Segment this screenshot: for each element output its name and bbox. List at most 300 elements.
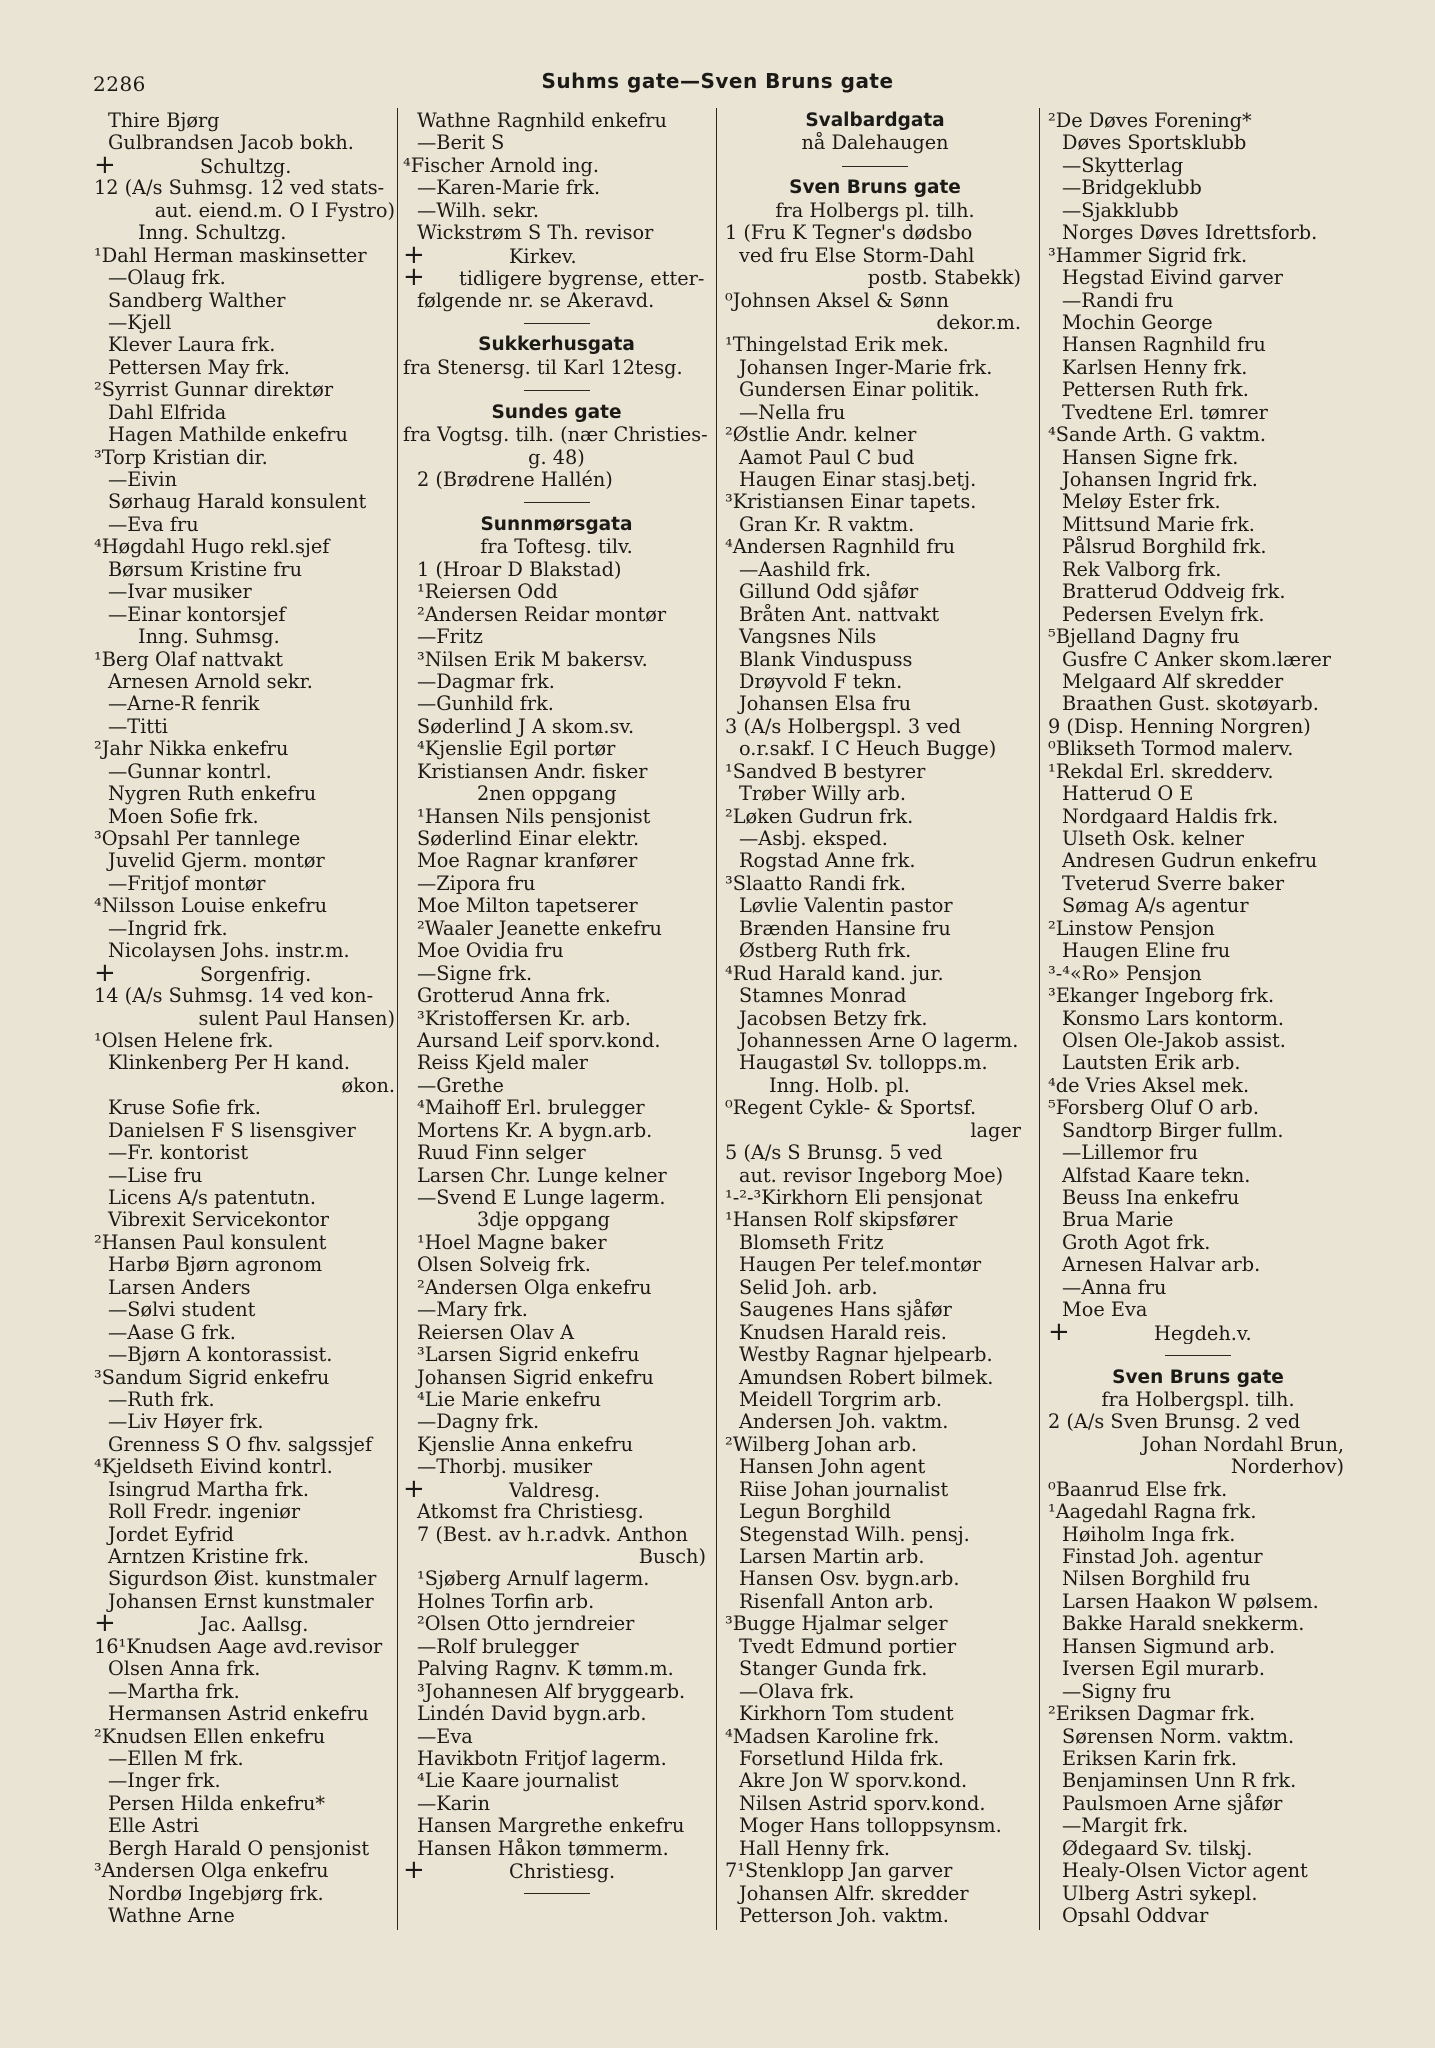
directory-entry: Roll Fredr. ingeniør bbox=[108, 1501, 301, 1524]
directory-entry: Kjenslie Anna enkefru bbox=[417, 1433, 634, 1456]
directory-entry: Haugen Einar stasj.betj. bbox=[739, 469, 977, 491]
directory-entry: ⁴Lie Marie enkefru bbox=[417, 1388, 602, 1411]
cross-street-marker bbox=[403, 267, 710, 289]
directory-entry: Meløy Ester frk. bbox=[1062, 491, 1221, 514]
directory-entry: Hermansen Astrid enkefru bbox=[108, 1703, 369, 1726]
directory-entry: Hagen Mathilde enkefru bbox=[108, 424, 348, 447]
directory-entry: Brænden Hansine fru bbox=[739, 917, 951, 940]
directory-entry: Mortens Kr. A bygn.arb. bbox=[417, 1119, 653, 1142]
directory-entry: ³Larsen Sigrid enkefru bbox=[417, 1344, 640, 1367]
directory-entry: Arnesen Halvar arb. bbox=[1062, 1254, 1261, 1277]
directory-entry: Hall Henny frk. bbox=[739, 1837, 891, 1860]
cross-street-icon: + bbox=[1048, 1321, 1070, 1345]
directory-entry: Gillund Odd sjåfør bbox=[739, 581, 919, 604]
directory-entry: 16¹Knudsen Aage avd.revisor bbox=[94, 1635, 383, 1658]
directory-entry: ³Kristoffersen Kr. arb. bbox=[417, 1007, 631, 1030]
directory-entry: —Bjørn A kontorassist. bbox=[108, 1344, 333, 1367]
directory-entry: —Wilh. sekr. bbox=[417, 199, 539, 222]
directory-entry: ²Østlie Andr. kelner bbox=[725, 424, 917, 447]
directory-entry: —Inger frk. bbox=[108, 1770, 221, 1793]
directory-entry: Klinkenberg Per H kand. bbox=[108, 1052, 350, 1075]
directory-entry: Tveterud Sverre baker bbox=[1062, 872, 1285, 895]
directory-entry: Inng. Holb. pl. bbox=[769, 1074, 910, 1097]
cross-street-icon: + bbox=[403, 1478, 425, 1502]
directory-entry: Haugen Per telef.montør bbox=[739, 1254, 982, 1277]
directory-entry: Isingrud Martha frk. bbox=[108, 1478, 309, 1501]
directory-entry: —Karin bbox=[417, 1792, 490, 1815]
directory-entry: Wathne Ragnhild enkefru bbox=[417, 110, 667, 132]
directory-entry: Gran Kr. R vaktm. bbox=[739, 513, 915, 536]
directory-entry: Johansen Elsa fru bbox=[739, 693, 912, 716]
directory-entry: —Olava frk. bbox=[739, 1680, 855, 1703]
directory-entry: —Dagny frk. bbox=[417, 1411, 540, 1434]
directory-entry: Olsen Ole-Jakob assist. bbox=[1062, 1029, 1286, 1052]
directory-entry: Inng. Schultzg. bbox=[138, 222, 287, 245]
directory-entry: 7¹Stenklopp Jan garver bbox=[725, 1860, 953, 1883]
directory-entry: Aamot Paul C bud bbox=[739, 446, 915, 469]
directory-entry: —Randi fru bbox=[1062, 289, 1174, 312]
cross-street-label: Christiesg. bbox=[509, 1860, 616, 1883]
directory-entry: ²Syrrist Gunnar direktør bbox=[94, 379, 334, 402]
directory-entry: fra Vogtsg. tilh. (nær Christies- bbox=[403, 424, 708, 447]
directory-entry: —Lillemor fru bbox=[1062, 1142, 1199, 1165]
directory-entry: Danielsen F S lisensgiver bbox=[108, 1119, 356, 1142]
directory-entry: —Titti bbox=[108, 715, 168, 738]
directory-entry: ¹Berg Olaf nattvakt bbox=[94, 648, 283, 671]
directory-entry: ¹Olsen Helene frk. bbox=[94, 1029, 274, 1052]
directory-entry: —Lise fru bbox=[108, 1164, 203, 1187]
directory-entry: Konsmo Lars kontorm. bbox=[1062, 1007, 1285, 1030]
directory-entry: Forsetlund Hilda frk. bbox=[739, 1747, 944, 1770]
directory-entry: ²Olsen Otto jerndreier bbox=[417, 1613, 635, 1636]
directory-entry: ⁴Kjenslie Egil portør bbox=[417, 738, 616, 761]
directory-entry: Beuss Ina enkefru bbox=[1062, 1187, 1240, 1209]
directory-entry: Sørensen Norm. vaktm. bbox=[1062, 1725, 1295, 1748]
directory-entry: —Signe frk. bbox=[417, 962, 533, 985]
directory-entry: dekor.m. bbox=[936, 311, 1021, 334]
directory-entry: ²Waaler Jeanette enkefru bbox=[417, 917, 662, 940]
directory-entry: Østberg Ruth frk. bbox=[739, 940, 912, 963]
directory-entry: Wathne Arne bbox=[108, 1905, 235, 1927]
directory-entry: Hansen Ragnhild fru bbox=[1062, 334, 1266, 357]
cross-street-label: Jac. Aallsg. bbox=[200, 1613, 309, 1636]
directory-entry: Thire Bjørg bbox=[108, 110, 220, 132]
directory-entry: —Dagmar frk. bbox=[417, 670, 555, 693]
directory-entry: Petterson Joh. vaktm. bbox=[739, 1905, 949, 1927]
directory-entry: Groth Agot frk. bbox=[1062, 1231, 1211, 1254]
directory-entry: ²Eriksen Dagmar frk. bbox=[1048, 1703, 1256, 1726]
directory-entry: —Fr. kontorist bbox=[108, 1142, 249, 1165]
directory-entry: —Einar kontorsjef bbox=[108, 603, 286, 626]
cross-street-label: Kirkev. bbox=[509, 244, 577, 268]
directory-entry: Ødegaard Sv. tilskj. bbox=[1062, 1837, 1253, 1860]
directory-entry: Johan Nordahl Brun, bbox=[1141, 1433, 1344, 1456]
directory-entry: 3 (A/s Holbergspl. 3 ved bbox=[725, 715, 961, 738]
street-heading: Sven Bruns gate bbox=[789, 177, 961, 199]
directory-entry: ⁴Kjeldseth Eivind kontrl. bbox=[94, 1456, 333, 1479]
cross-street-marker bbox=[403, 1860, 710, 1882]
directory-entry: Norderhov) bbox=[1230, 1456, 1344, 1479]
street-heading: Sundes gate bbox=[491, 401, 622, 423]
directory-entry: Lindén David bygn.arb. bbox=[417, 1703, 647, 1726]
directory-entry: ¹Sandved B bestyrer bbox=[725, 760, 926, 783]
directory-entry: —Eivin bbox=[108, 469, 178, 491]
directory-entry: —Thorbj. musiker bbox=[417, 1456, 593, 1479]
directory-entry: Rogstad Anne frk. bbox=[739, 850, 916, 873]
directory-entry: —Gunnar kontrl. bbox=[108, 760, 272, 783]
cross-street-marker bbox=[94, 963, 399, 985]
section-divider bbox=[725, 155, 1025, 177]
directory-entry: Selid Joh. arb. bbox=[739, 1276, 878, 1299]
directory-entry: Melgaard Alf skredder bbox=[1062, 670, 1284, 693]
directory-entry: Lautsten Erik arb. bbox=[1062, 1052, 1241, 1075]
directory-entry: Westby Ragnar hjelpearb. bbox=[739, 1344, 993, 1367]
directory-entry: Harbø Bjørn agronom bbox=[108, 1254, 323, 1277]
directory-entry: Inng. Suhmsg. bbox=[138, 626, 280, 649]
directory-entry: ¹Thingelstad Erik mek. bbox=[725, 334, 949, 357]
directory-entry: ⁴Rud Harald kand. jur. bbox=[725, 962, 944, 985]
directory-entry: Busch) bbox=[638, 1546, 706, 1568]
directory-entry: ⁰Johnsen Aksel & Sønn bbox=[725, 289, 949, 312]
directory-entry: ²Jahr Nikka enkefru bbox=[94, 738, 289, 761]
directory-entry: —Zipora fru bbox=[417, 872, 536, 895]
page-header: Suhms gate—Sven Bruns gate bbox=[541, 69, 894, 93]
directory-entry: fra Holbergspl. tilh. bbox=[1101, 1388, 1295, 1411]
directory-entry: Jordet Eyfrid bbox=[108, 1523, 235, 1546]
directory-entry: Dahl Elfrida bbox=[108, 401, 227, 424]
directory-entry: Sigurdson Øist. kunstmaler bbox=[108, 1568, 377, 1591]
directory-entry: —Margit frk. bbox=[1062, 1815, 1189, 1838]
directory-entry: sulent Paul Hansen) bbox=[198, 1007, 395, 1030]
directory-entry: økon. bbox=[341, 1074, 395, 1097]
directory-entry: 3dje oppgang bbox=[477, 1209, 611, 1232]
directory-entry: —Asbj. eksped. bbox=[739, 828, 888, 850]
directory-entry: Johansen Ernst kunstmaler bbox=[108, 1590, 374, 1613]
directory-entry: —Skytterlag bbox=[1062, 154, 1184, 177]
directory-entry: ¹Hoel Magne baker bbox=[417, 1231, 607, 1254]
directory-entry: Atkomst fra Christiesg. bbox=[417, 1501, 644, 1524]
cross-street-marker bbox=[94, 1613, 399, 1635]
directory-entry: Alfstad Kaare tekn. bbox=[1062, 1164, 1251, 1187]
cross-street-marker bbox=[403, 1479, 710, 1501]
directory-entry: Blomseth Fritz bbox=[739, 1231, 884, 1254]
directory-entry: Moger Hans tolloppsynsm. bbox=[739, 1815, 1002, 1838]
directory-entry: ²Wilberg Johan arb. bbox=[725, 1433, 917, 1456]
directory-entry: —Kjell bbox=[108, 311, 172, 334]
directory-entry: Paulsmoen Arne sjåfør bbox=[1062, 1792, 1283, 1815]
directory-entry: Kirkhorn Tom student bbox=[739, 1703, 954, 1726]
directory-entry: ³Andersen Olga enkefru bbox=[94, 1860, 329, 1883]
directory-entry: ⁴Høgdahl Hugo rekl.sjef bbox=[94, 536, 330, 559]
directory-entry: Braathen Gust. skotøyarb. bbox=[1062, 693, 1319, 716]
directory-entry: —Signy fru bbox=[1062, 1680, 1172, 1703]
column-rule bbox=[716, 108, 717, 1930]
directory-entry: Larsen Haakon W pølsem. bbox=[1062, 1590, 1319, 1613]
directory-entry: ⁴de Vries Aksel mek. bbox=[1048, 1074, 1250, 1097]
directory-entry: Brua Marie bbox=[1062, 1209, 1174, 1232]
cross-street-label: Hegdeh.v. bbox=[1154, 1321, 1252, 1345]
directory-column-1 bbox=[94, 110, 399, 1927]
directory-entry: aut. eiend.m. O I Fystro) bbox=[154, 199, 395, 222]
directory-entry: Havikbotn Fritjof lagerm. bbox=[417, 1747, 667, 1770]
directory-entry: Blank Vinduspuss bbox=[739, 648, 913, 671]
directory-entry: Haugastøl Sv. tollopps.m. bbox=[739, 1052, 988, 1075]
street-heading: Sukkerhusgata bbox=[478, 334, 635, 356]
cross-street-icon: + bbox=[94, 1613, 116, 1636]
directory-entry: postb. Stabekk) bbox=[867, 267, 1021, 290]
directory-entry: Wickstrøm S Th. revisor bbox=[417, 222, 654, 245]
directory-entry: 7 (Best. av h.r.advk. Anthon bbox=[417, 1523, 688, 1546]
directory-entry: Arnesen Arnold sekr. bbox=[108, 670, 313, 693]
directory-entry: —Eva fru bbox=[108, 513, 199, 536]
directory-entry: Hansen Osv. bygn.arb. bbox=[739, 1568, 960, 1591]
directory-entry: Klever Laura frk. bbox=[108, 334, 276, 357]
directory-entry: ⁰Regent Cykle- & Sportsf. bbox=[725, 1097, 977, 1120]
section-divider bbox=[403, 312, 710, 334]
cross-street-label: Sorgenfrig. bbox=[200, 962, 312, 986]
directory-entry: ³Torp Kristian dir. bbox=[94, 446, 268, 469]
directory-entry: Sandtorp Birger fullm. bbox=[1062, 1119, 1284, 1142]
directory-entry: Risenfall Anton arb. bbox=[739, 1590, 934, 1613]
directory-entry: Sømag A/s agentur bbox=[1062, 895, 1249, 918]
directory-entry: Benjaminsen Unn R frk. bbox=[1062, 1770, 1297, 1793]
directory-entry: Nilsen Astrid sporv.kond. bbox=[739, 1792, 986, 1815]
directory-entry: ²Løken Gudrun frk. bbox=[725, 805, 914, 828]
directory-entry: Haugen Eline fru bbox=[1062, 940, 1231, 963]
directory-entry: Moe Ragnar kranfører bbox=[417, 850, 638, 873]
directory-entry: Eriksen Karin frk. bbox=[1062, 1747, 1237, 1770]
directory-entry: Rek Valborg frk. bbox=[1062, 558, 1222, 581]
directory-entry: Meidell Torgrim arb. bbox=[739, 1388, 943, 1411]
directory-entry: Moe Eva bbox=[1062, 1299, 1148, 1322]
directory-entry: ²De Døves Forening* bbox=[1048, 110, 1252, 132]
directory-entry: Ulseth Osk. kelner bbox=[1062, 828, 1244, 850]
directory-entry: Riise Johan journalist bbox=[739, 1478, 949, 1501]
directory-column-4 bbox=[1048, 110, 1348, 1927]
directory-column-3 bbox=[725, 110, 1025, 1927]
directory-entry: Olsen Anna frk. bbox=[108, 1658, 261, 1681]
column-rule bbox=[1039, 108, 1040, 1930]
directory-entry: —Aase G frk. bbox=[108, 1321, 236, 1344]
directory-entry: Drøyvold F tekn. bbox=[739, 670, 903, 693]
directory-entry: ³Kristiansen Einar tapets. bbox=[725, 491, 977, 514]
directory-entry: Bråten Ant. nattvakt bbox=[739, 603, 940, 626]
directory-entry: Knudsen Harald reis. bbox=[739, 1321, 947, 1344]
directory-entry: —Fritjof montør bbox=[108, 872, 266, 895]
directory-entry: —Liv Høyer frk. bbox=[108, 1411, 264, 1434]
directory-entry: —Svend E Lunge lagerm. bbox=[417, 1187, 666, 1209]
directory-entry: Bergh Harald O pensjonist bbox=[108, 1837, 370, 1860]
section-divider bbox=[403, 1883, 710, 1905]
directory-entry: 9 (Disp. Henning Norgren) bbox=[1048, 715, 1311, 738]
directory-entry: Johansen Ingrid frk. bbox=[1062, 469, 1258, 491]
directory-entry: Gulbrandsen Jacob bokh. bbox=[108, 132, 354, 155]
directory-entry: Larsen Martin arb. bbox=[739, 1546, 925, 1568]
directory-entry: Døves Sportsklubb bbox=[1062, 132, 1247, 155]
directory-entry: —Martha frk. bbox=[108, 1680, 240, 1703]
directory-entry: ⁵Bjelland Dagny fru bbox=[1048, 626, 1240, 649]
directory-entry: Tvedtene Erl. tømrer bbox=[1062, 401, 1268, 424]
directory-entry: —Karen-Marie frk. bbox=[417, 177, 601, 200]
directory-entry: Gusfre C Anker skom.lærer bbox=[1062, 648, 1332, 671]
directory-entry: fra Holbergs pl. tilh. bbox=[775, 199, 975, 222]
directory-entry: fra Stenersg. til Karl 12tesg. bbox=[403, 356, 683, 379]
directory-entry: ³Slaatto Randi frk. bbox=[725, 872, 907, 895]
directory-entry: Stegenstad Wilh. pensj. bbox=[739, 1523, 970, 1546]
directory-entry: Mittsund Marie frk. bbox=[1062, 513, 1255, 536]
directory-entry: Johannessen Arne O lagerm. bbox=[739, 1029, 1019, 1052]
directory-entry: Aursand Leif sporv.kond. bbox=[417, 1029, 661, 1052]
directory-entry: Hansen Signe frk. bbox=[1062, 446, 1239, 469]
directory-entry: Jacobsen Betzy frk. bbox=[739, 1007, 928, 1030]
directory-entry: ¹-²-³Kirkhorn Eli pensjonat bbox=[725, 1187, 983, 1209]
directory-entry: Bakke Harald snekkerm. bbox=[1062, 1613, 1305, 1636]
directory-entry: Moe Ovidia fru bbox=[417, 940, 564, 963]
directory-entry: —Ivar musiker bbox=[108, 581, 252, 604]
directory-entry: Johansen Sigrid enkefru bbox=[417, 1366, 654, 1389]
directory-entry: Høiholm Inga frk. bbox=[1062, 1523, 1236, 1546]
directory-entry: Johansen Inger-Marie frk. bbox=[739, 356, 993, 379]
directory-entry: ⁴Maihoff Erl. brulegger bbox=[417, 1097, 645, 1120]
directory-entry: aut. revisor Ingeborg Moe) bbox=[739, 1164, 1004, 1187]
street-heading: Svalbardgata bbox=[805, 110, 945, 131]
directory-entry: ²Hansen Paul konsulent bbox=[94, 1231, 327, 1254]
directory-entry: —Eva bbox=[417, 1725, 473, 1748]
directory-entry: —Ellen M frk. bbox=[108, 1747, 244, 1770]
section-divider bbox=[403, 379, 710, 401]
directory-entry: Nygren Ruth enkefru bbox=[108, 783, 317, 806]
directory-entry: Pettersen May frk. bbox=[108, 356, 290, 379]
directory-entry: Ulberg Astri sykepl. bbox=[1062, 1882, 1258, 1905]
directory-entry: ⁰Baanrud Else frk. bbox=[1048, 1478, 1228, 1501]
directory-entry: 12 (A/s Suhmsg. 12 ved stats- bbox=[94, 177, 385, 200]
directory-entry: Amundsen Robert bilmek. bbox=[739, 1366, 994, 1389]
directory-entry: Søderlind J A skom.sv. bbox=[417, 715, 635, 738]
directory-entry: Bratterud Oddveig frk. bbox=[1062, 581, 1286, 604]
directory-entry: —Grethe bbox=[417, 1074, 504, 1097]
directory-entry: ²Andersen Reidar montør bbox=[417, 603, 667, 626]
directory-entry: Nordbø Ingebjørg frk. bbox=[108, 1882, 324, 1905]
cross-street-icon: + bbox=[94, 154, 116, 178]
cross-street-marker bbox=[1048, 1322, 1348, 1344]
directory-entry: ¹Reiersen Odd bbox=[417, 581, 558, 604]
directory-entry: Arntzen Kristine frk. bbox=[108, 1546, 310, 1568]
directory-entry: g. 48) bbox=[528, 446, 585, 469]
directory-column-2 bbox=[403, 110, 710, 1905]
directory-entry: —Sølvi student bbox=[108, 1299, 256, 1322]
directory-entry: ³Johannesen Alf bryggearb. bbox=[417, 1680, 686, 1703]
directory-entry: ⁴Nilsson Louise enkefru bbox=[94, 895, 328, 918]
directory-entry: Larsen Chr. Lunge kelner bbox=[417, 1164, 667, 1187]
cross-street-icon: + bbox=[94, 962, 116, 986]
cross-street-icon: + bbox=[403, 1860, 425, 1883]
directory-entry: —Aashild frk. bbox=[739, 558, 871, 581]
directory-entry: Gundersen Einar politik. bbox=[739, 379, 980, 402]
directory-entry: ²Andersen Olga enkefru bbox=[417, 1276, 652, 1299]
cross-street-marker bbox=[94, 155, 399, 177]
directory-entry: Løvlie Valentin pastor bbox=[739, 895, 953, 918]
directory-entry: Olsen Solveig frk. bbox=[417, 1254, 591, 1277]
directory-entry: ²Linstow Pensjon bbox=[1048, 917, 1215, 940]
directory-entry: 2 (A/s Sven Brunsg. 2 ved bbox=[1048, 1411, 1301, 1434]
directory-entry: ⁰Blikseth Tormod malerv. bbox=[1048, 738, 1294, 761]
directory-entry: 2nen oppgang bbox=[477, 783, 617, 806]
directory-entry: Sørhaug Harald konsulent bbox=[108, 491, 367, 514]
directory-entry: Nilsen Borghild fru bbox=[1062, 1568, 1251, 1591]
directory-entry: ⁵Forsberg Oluf O arb. bbox=[1048, 1097, 1259, 1120]
directory-entry: Pettersen Ruth frk. bbox=[1062, 379, 1249, 402]
directory-entry: Kristiansen Andr. fisker bbox=[417, 760, 648, 783]
directory-entry: ⁴Madsen Karoline frk. bbox=[725, 1725, 940, 1748]
directory-entry: Reiss Kjeld maler bbox=[417, 1052, 589, 1075]
directory-entry: Hansen Håkon tømmerm. bbox=[417, 1837, 669, 1860]
cross-street-marker bbox=[403, 245, 710, 267]
directory-entry: ved fru Else Storm-Dahl bbox=[739, 244, 975, 267]
directory-entry: —Ruth frk. bbox=[108, 1388, 215, 1411]
directory-entry: ⁴Fischer Arnold ing. bbox=[403, 154, 600, 177]
directory-entry: ⁴Lie Kaare journalist bbox=[417, 1770, 619, 1793]
directory-entry: —Nella fru bbox=[739, 401, 846, 424]
directory-entry: Søderlind Einar elektr. bbox=[417, 828, 640, 850]
directory-entry: Ruud Finn selger bbox=[417, 1142, 586, 1165]
directory-entry: Pedersen Evelyn frk. bbox=[1062, 603, 1265, 626]
page-number: 2286 bbox=[93, 72, 146, 96]
directory-entry: Elle Astri bbox=[108, 1815, 199, 1838]
directory-entry: ⁴Andersen Ragnhild fru bbox=[725, 536, 956, 559]
directory-entry: ⁴Sande Arth. G vaktm. bbox=[1048, 424, 1267, 447]
directory-entry: Legun Borghild bbox=[739, 1501, 891, 1524]
directory-entry: ¹Aagedahl Ragna frk. bbox=[1048, 1501, 1257, 1524]
directory-entry: fra Toftesg. tilv. bbox=[480, 536, 633, 559]
directory-entry: Mochin George bbox=[1062, 311, 1213, 334]
directory-entry: Licens A/s patentutn. bbox=[108, 1187, 316, 1209]
directory-entry: følgende nr. se Akeravd. bbox=[417, 289, 655, 312]
directory-entry: ¹Sjøberg Arnulf lagerm. bbox=[417, 1568, 650, 1591]
directory-entry: Iversen Egil murarb. bbox=[1062, 1658, 1265, 1681]
directory-entry: —Olaug frk. bbox=[108, 267, 226, 290]
directory-entry: Akre Jon W sporv.kond. bbox=[739, 1770, 968, 1793]
directory-entry: Tvedt Edmund portier bbox=[739, 1635, 957, 1658]
cross-street-label: tidligere bygrense, etter- bbox=[459, 267, 705, 290]
directory-entry: Børsum Kristine fru bbox=[108, 558, 303, 581]
directory-entry: Nordgaard Haldis frk. bbox=[1062, 805, 1279, 828]
cross-street-icon: + bbox=[403, 267, 425, 290]
directory-entry: Grotterud Anna frk. bbox=[417, 985, 611, 1008]
directory-entry: Reiersen Olav A bbox=[417, 1321, 574, 1344]
cross-street-label: Schultzg. bbox=[200, 154, 292, 178]
directory-entry: Hatterud O E bbox=[1062, 783, 1194, 806]
directory-entry: Vangsnes Nils bbox=[739, 626, 877, 649]
directory-entry: Sandberg Walther bbox=[108, 289, 286, 312]
directory-entry: Opsahl Oddvar bbox=[1062, 1905, 1209, 1927]
directory-entry: Johansen Alfr. skredder bbox=[739, 1882, 969, 1905]
cross-street-label: Valdresg. bbox=[509, 1478, 601, 1502]
directory-entry: Trøber Willy arb. bbox=[739, 783, 906, 806]
directory-entry: Hansen John agent bbox=[739, 1456, 926, 1479]
directory-entry: ³Hammer Sigrid frk. bbox=[1048, 244, 1248, 267]
directory-entry: Grenness S O fhv. salgssjef bbox=[108, 1433, 373, 1456]
directory-entry: Andresen Gudrun enkefru bbox=[1062, 850, 1318, 873]
directory-entry: ²Knudsen Ellen enkefru bbox=[94, 1725, 326, 1748]
directory-entry: —Arne-R fenrik bbox=[108, 693, 260, 716]
directory-entry: Nicolaysen Johs. instr.m. bbox=[108, 940, 350, 963]
directory-entry: ³-⁴«Ro» Pensjon bbox=[1048, 962, 1202, 985]
directory-entry: Moe Milton tapetserer bbox=[417, 895, 638, 918]
directory-entry: o.r.sakf. I C Heuch Bugge) bbox=[739, 738, 997, 761]
directory-entry: Persen Hilda enkefru* bbox=[108, 1792, 326, 1815]
directory-entry: Karlsen Henny frk. bbox=[1062, 356, 1248, 379]
street-heading: Sunnmørsgata bbox=[480, 513, 633, 535]
